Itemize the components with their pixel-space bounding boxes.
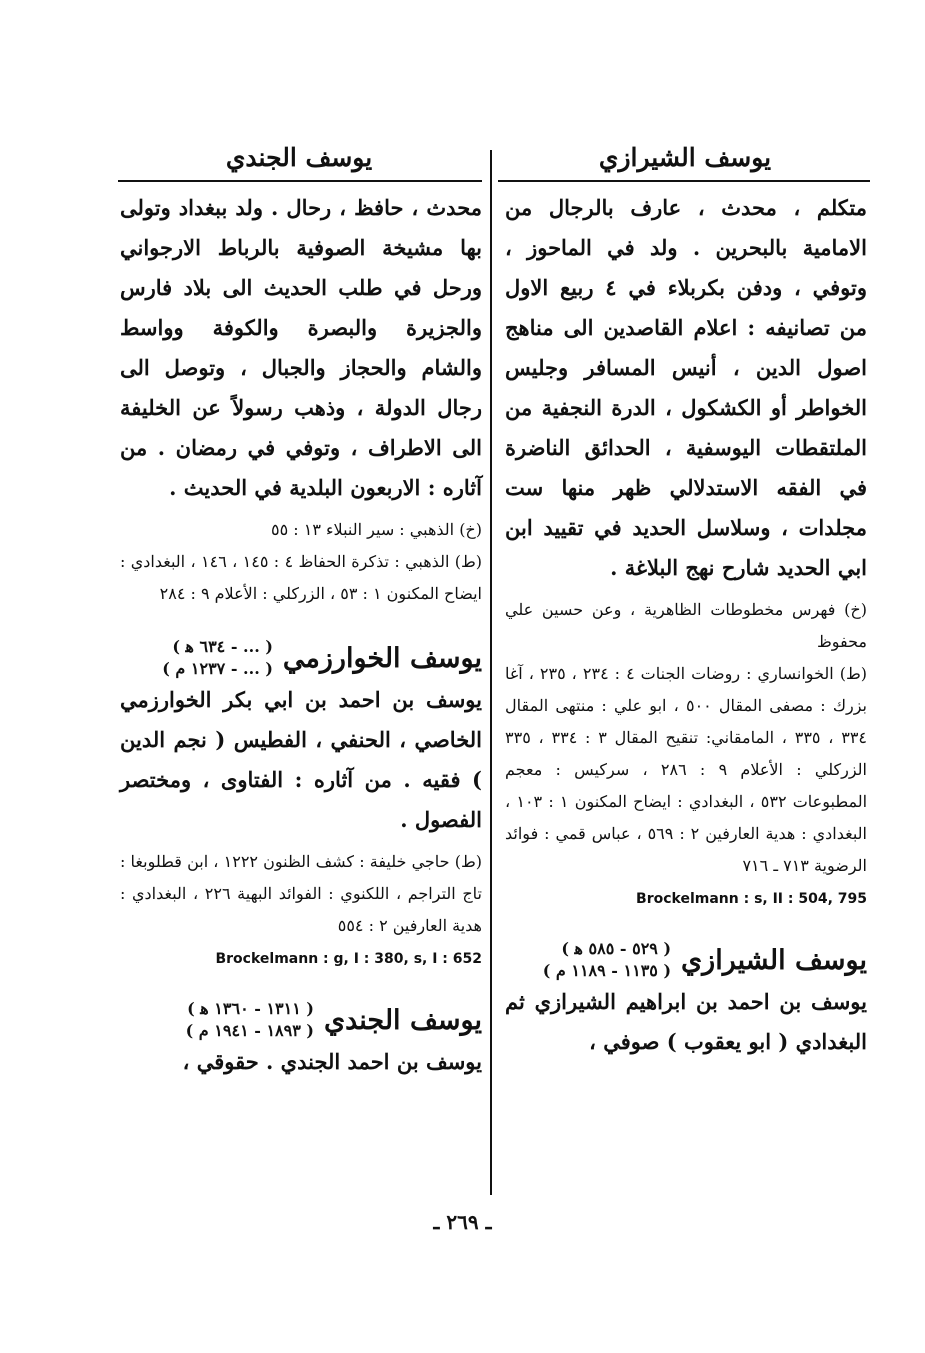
entry-name: يوسف الجندي [323, 1004, 482, 1036]
printed-ref: (ط) الذهبي : تذكرة الحفاظ ٤ : ١٤٥ ، ١٤٦ ، البغدادي : ايضاح المكنون ١ : ٥٣ ، الزركلي : الأعلام ٩ : ٢٨٤ [120, 552, 483, 603]
page-number: ـ ٢٦٩ ـ [433, 1210, 492, 1234]
entry-dates [543, 938, 671, 982]
latin-ref: Brockelmann : s, II : 504, 795 [636, 891, 867, 907]
entry-text: محدث ، حافظ ، رحال . ولد ببغداد وتولى بها مشيخة الصوفية بالرباط الارجواني ورحل في طلب الحديث الى بلاد فارس والجزيرة والبصرة والكوفة وواسط والشام والحجاز والجبال ، وتوصل الى رجال الدولة ، وذهب رسولاً عن الخليفة الى الاطراف ، وتوفي في رمضان . من آثاره : الاربعون البلدية في الحديث . [120, 195, 482, 500]
hijri-date: ( ١٣١١ - ١٣٦٠ ﻫ ) [187, 999, 314, 1018]
entry-heading [505, 938, 867, 982]
entry-name: يوسف الخوارزمي [282, 642, 482, 674]
entry-heading [120, 998, 482, 1042]
hijri-date: ( ٥٢٩ - ٥٨٥ ﻫ ) [561, 939, 672, 958]
latin-ref: Brockelmann : g, I : 380, s, I : 652 [215, 951, 482, 967]
left-column [120, 188, 482, 1082]
manuscript-ref: (خ) فهرس مخطوطات الظاهرية ، وعن حسين علي محفوظ [505, 600, 867, 651]
right-column-header: يوسف الشيرازي [598, 143, 772, 172]
left-header-rule [118, 180, 482, 182]
references [120, 846, 482, 972]
printed-ref: (ط) حاجي خليفة : كشف الظنون ١٢٢٢ ، ابن قطلوبغا : تاج التراجم ، اللكنوي : الفوائد البهية ٢٢٦ ، البغدادي : هدية العارفين ٢ : ٥٥٤ [120, 852, 483, 935]
hijri-date: ( ... - ٦٣٤ ﻫ ) [172, 637, 273, 656]
left-column-header: يوسف الجندي [225, 143, 373, 172]
entry-heading [120, 636, 482, 680]
gregorian-date: ( ... - ١٢٣٧ م ) [162, 659, 273, 678]
column-divider [490, 150, 492, 1195]
right-header-rule [498, 180, 870, 182]
gregorian-date: ( ١٨٩٣ - ١٩٤١ م ) [185, 1021, 314, 1040]
printed-ref: (ط) الخوانساري : روضات الجنات ٤ : ٢٣٤ ، ٢٣٥ ، آغا بزرك : مصفى المقال ٥٠٠ ، ابو علي : منتهى المقال ٣٣٤ ، ٣٣٥ ، المامقاني: تنقيح المقال ٣ : ٣٣٤ ، ٣٣٥ الزركلي : الأعلام ٩ : ٢٨٦ ، سركيس : معجم المطبوعات ٥٣٢ ، البغدادي : ايضاح المكنون ١ : ١٠٣ ، البغدادي : هدية العارفين ٢ : ٥٦٩ ، عباس قمي : فوائد الرضوية ٧١٣ ـ ٧١٦ [505, 664, 868, 875]
entry-dates [162, 636, 273, 680]
entry-text: متكلم ، محدث ، عارف بالرجال من الامامية بالبحرين . ولد في الماحوز ، وتوفي ، ودفن بكربلاء في ٤ ربيع الاول من تصانيفه : اعلام القاصدين الى مناهج اصول الدين ، أنيس المسافر وجليس الخواطر أو الكشكول ، الدرة النجفية من الملتقطات اليوسفية ، الحدائق الناضرة في الفقه الاستدلالي ظهر منها ست مجلدات ، وسلاسل الحديد في تقييد ابن ابي الحديد شارح نهج البلاغة . [505, 195, 868, 580]
right-column [505, 188, 867, 1062]
entry-text: يوسف بن احمد بن ابي بكر الخوارزمي الخاصي ، الحنفي ، الفطيس ( نجم الدين ) فقيه . من آثاره : الفتاوى ، ومختصر الفصول . [120, 687, 482, 832]
gregorian-date: ( ١١٣٥ - ١١٨٩ م ) [542, 961, 672, 980]
entry-text: يوسف بن احمد الجندي . حقوقي ، [182, 1049, 482, 1074]
entry-text: يوسف بن احمد بن ابراهيم الشيرازي ثم البغدادي ( ابو يعقوب ) صوفي ، [505, 989, 867, 1054]
entry-dates [186, 998, 314, 1042]
entry-name: يوسف الشيرازي [681, 944, 867, 976]
references [120, 514, 482, 610]
manuscript-ref: (خ) الذهبي : سير النبلاء ١٣ : ٥٥ [271, 520, 482, 539]
references [505, 594, 867, 912]
